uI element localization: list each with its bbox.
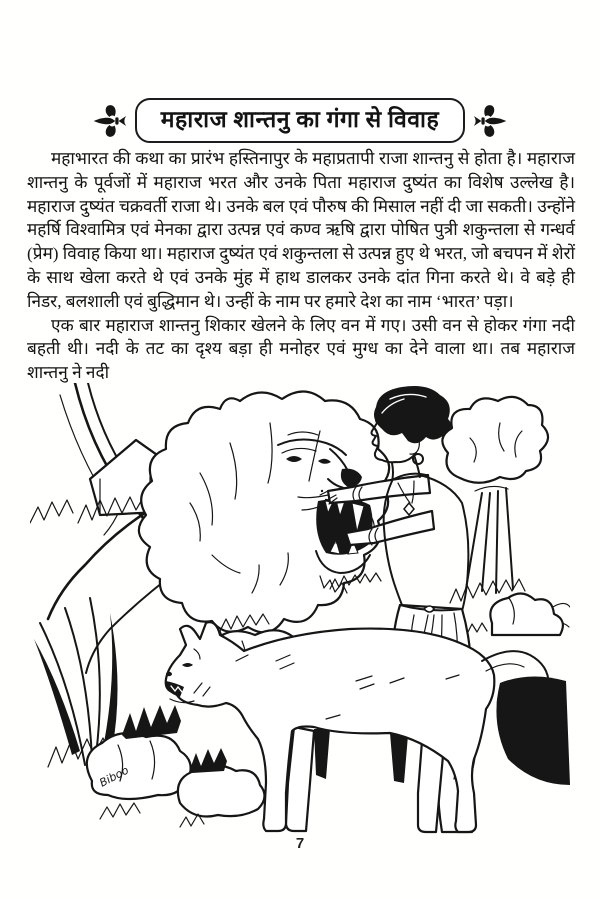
tree [442,397,548,483]
story-text [27,147,575,385]
artist-signature: Biboo [97,763,131,790]
paragraph-1: महाभारत की कथा का प्रारंभ हस्तिनापुर के महाप्रतापी राजा शान्तनु से होता है। महाराज शान्तनु के पूर्वजों में महाराज भरत और उनके पिता महाराज दुष्यंत का विशेष उल्लेख है। महाराज दुष्यंत चक्रवर्ती राजा थे। उनके बल एवं पौरुष की मिसाल नहीं दी जा सकती। उन्होंने महर्षि विश्वामित्र एवं मेनका द्वारा उत्पन्न एवं कण्व ऋषि द्वारा पोषित पुत्री शकुन्तला से गन्धर्व (प्रेम) विवाह किया था। महाराज दुष्यंत एवं शकुन्तला से उत्पन्न हुए थे भरत, जो बचपन में शेरों के साथ खेला करते थे एवं उनके मुंह में हाथ डालकर उनके दांत गिना करते थे। वे बड़े ही निडर, बलशाली एवं बुद्धिमान थे। उन्हीं के नाम पर हमारे देश का नाम ‘भारत’ पड़ा। [27,149,575,311]
chapter-title: महाराज शान्तनु का गंगा से विवाह [135,98,465,143]
chapter-title-row [0,98,600,143]
pendant-icon [404,503,414,515]
page-number: 7 [295,835,305,852]
story-illustration [30,383,570,835]
fleur-de-lis-icon-left [89,103,133,139]
paragraph-2: एक बार महाराज शान्तनु शिकार खेलने के लिए वन में गए। उसी वन से होकर गंगा नदी बहती थी। नदी के तट का दृश्य बड़ा ही मनोहर एवं मुग्ध का देने वाला था। तब महाराज शान्तनु ने नदी [27,315,575,383]
fleur-de-lis-icon-right [467,103,511,139]
